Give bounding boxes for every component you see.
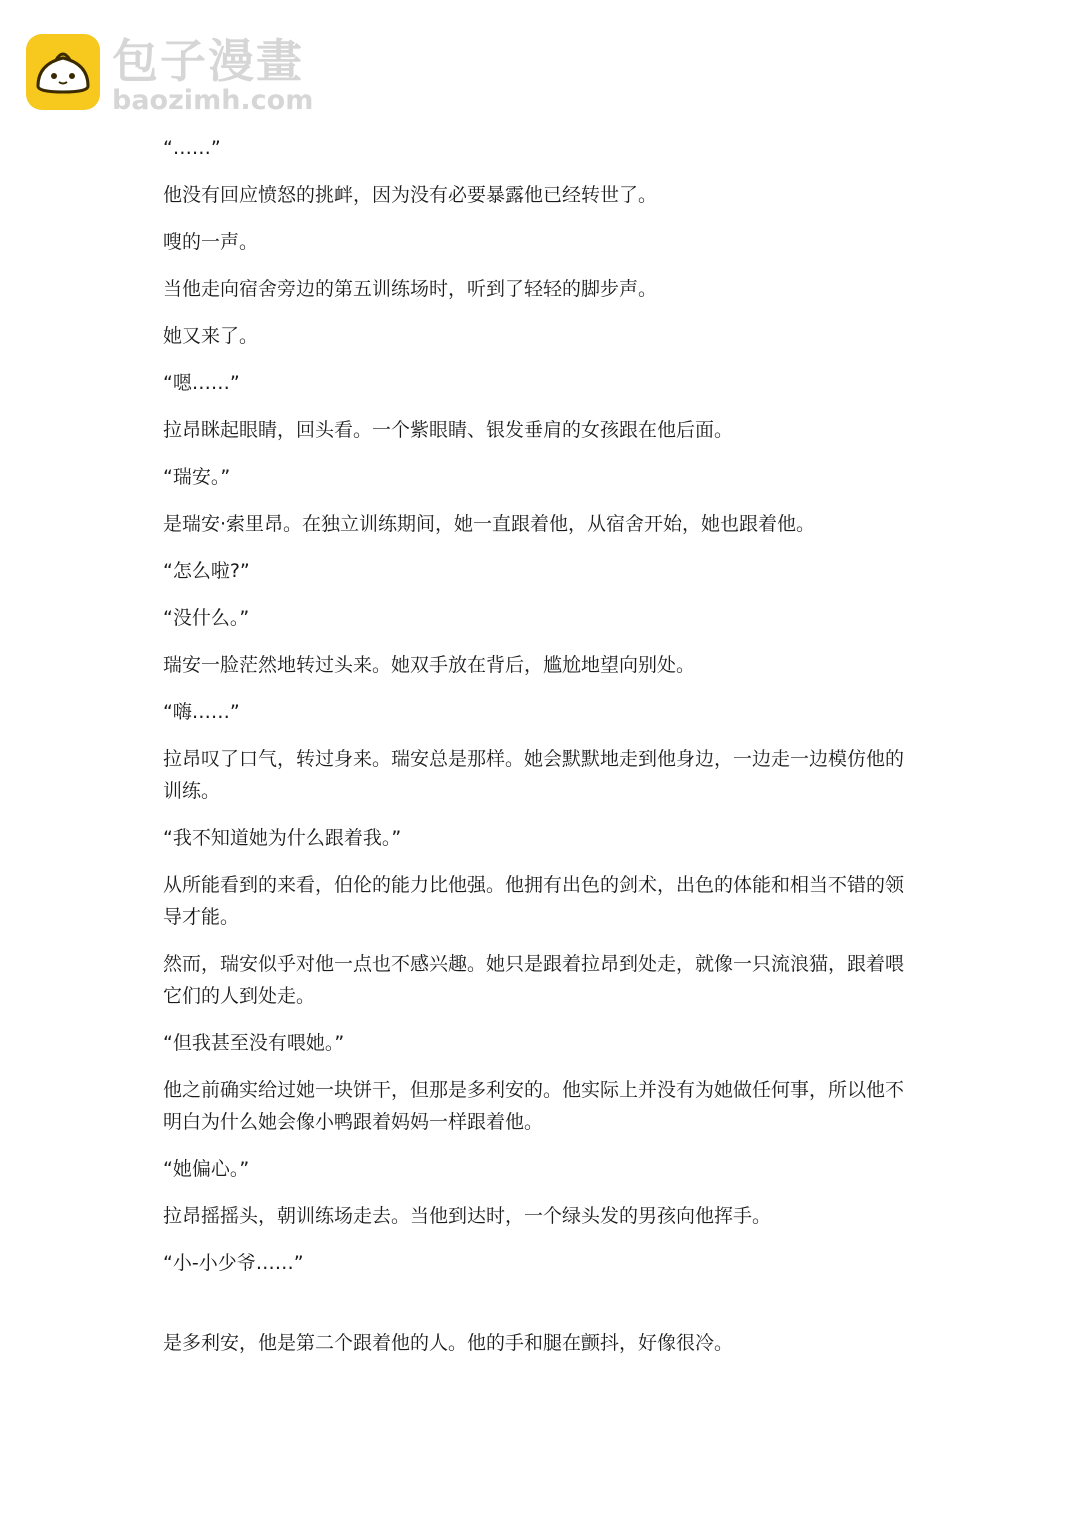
paragraph: 拉昂摇摇头，朝训练场走去。当他到达时，一个绿头发的男孩向他挥手。	[163, 1205, 772, 1227]
paragraph: 当他走向宿舍旁边的第五训练场时，听到了轻轻的脚步声。	[163, 278, 658, 300]
watermark-site-name: 包子漫畫	[112, 34, 304, 88]
paragraph: 她又来了。	[163, 325, 259, 347]
paragraph: 然而，瑞安似乎对他一点也不感兴趣。她只是跟着拉昂到处走，就像一只流浪猫，跟着喂它们的人到处走。	[163, 953, 905, 1007]
paragraph: “她偏心。”	[163, 1158, 250, 1180]
site-watermark	[26, 34, 326, 118]
paragraph: 瑞安一脸茫然地转过头来。她双手放在背后，尴尬地望向别处。	[163, 654, 696, 676]
paragraph: 拉昂眯起眼睛，回头看。一个紫眼睛、银发垂肩的女孩跟在他后面。	[163, 419, 734, 441]
bun-logo-icon	[26, 34, 100, 110]
paragraph: “……”	[163, 137, 221, 159]
paragraph: “没什么。”	[163, 607, 250, 629]
paragraph: “瑞安。”	[163, 466, 231, 488]
paragraph: 是多利安，他是第二个跟着他的人。他的手和腿在颤抖，好像很冷。	[163, 1332, 734, 1354]
paragraph: 是瑞安·索里昂。在独立训练期间，她一直跟着他，从宿舍开始，她也跟着他。	[163, 513, 816, 535]
article-body	[163, 132, 915, 1374]
paragraph: “嗯……”	[163, 372, 240, 394]
paragraph: 他之前确实给过她一块饼干，但那是多利安的。他实际上并没有为她做任何事，所以他不明白为什么她会像小鸭跟着妈妈一样跟着他。	[163, 1079, 905, 1133]
paragraph: 拉昂叹了口气，转过身来。瑞安总是那样。她会默默地走到他身边，一边走一边模仿他的训练。	[163, 748, 905, 802]
paragraph: “我不知道她为什么跟着我。”	[163, 827, 402, 849]
paragraph: “但我甚至没有喂她。”	[163, 1032, 345, 1054]
paragraph: “嗨……”	[163, 701, 240, 723]
paragraph: 从所能看到的来看，伯伦的能力比他强。他拥有出色的剑术，出色的体能和相当不错的领导才能。	[163, 874, 905, 928]
paragraph: “小-小少爷……”	[163, 1252, 304, 1274]
paragraph: 他没有回应愤怒的挑衅，因为没有必要暴露他已经转世了。	[163, 184, 658, 206]
paragraph: 嗖的一声。	[163, 231, 259, 253]
paragraph: “怎么啦?”	[163, 560, 250, 582]
watermark-site-url: baozimh.com	[112, 85, 314, 116]
